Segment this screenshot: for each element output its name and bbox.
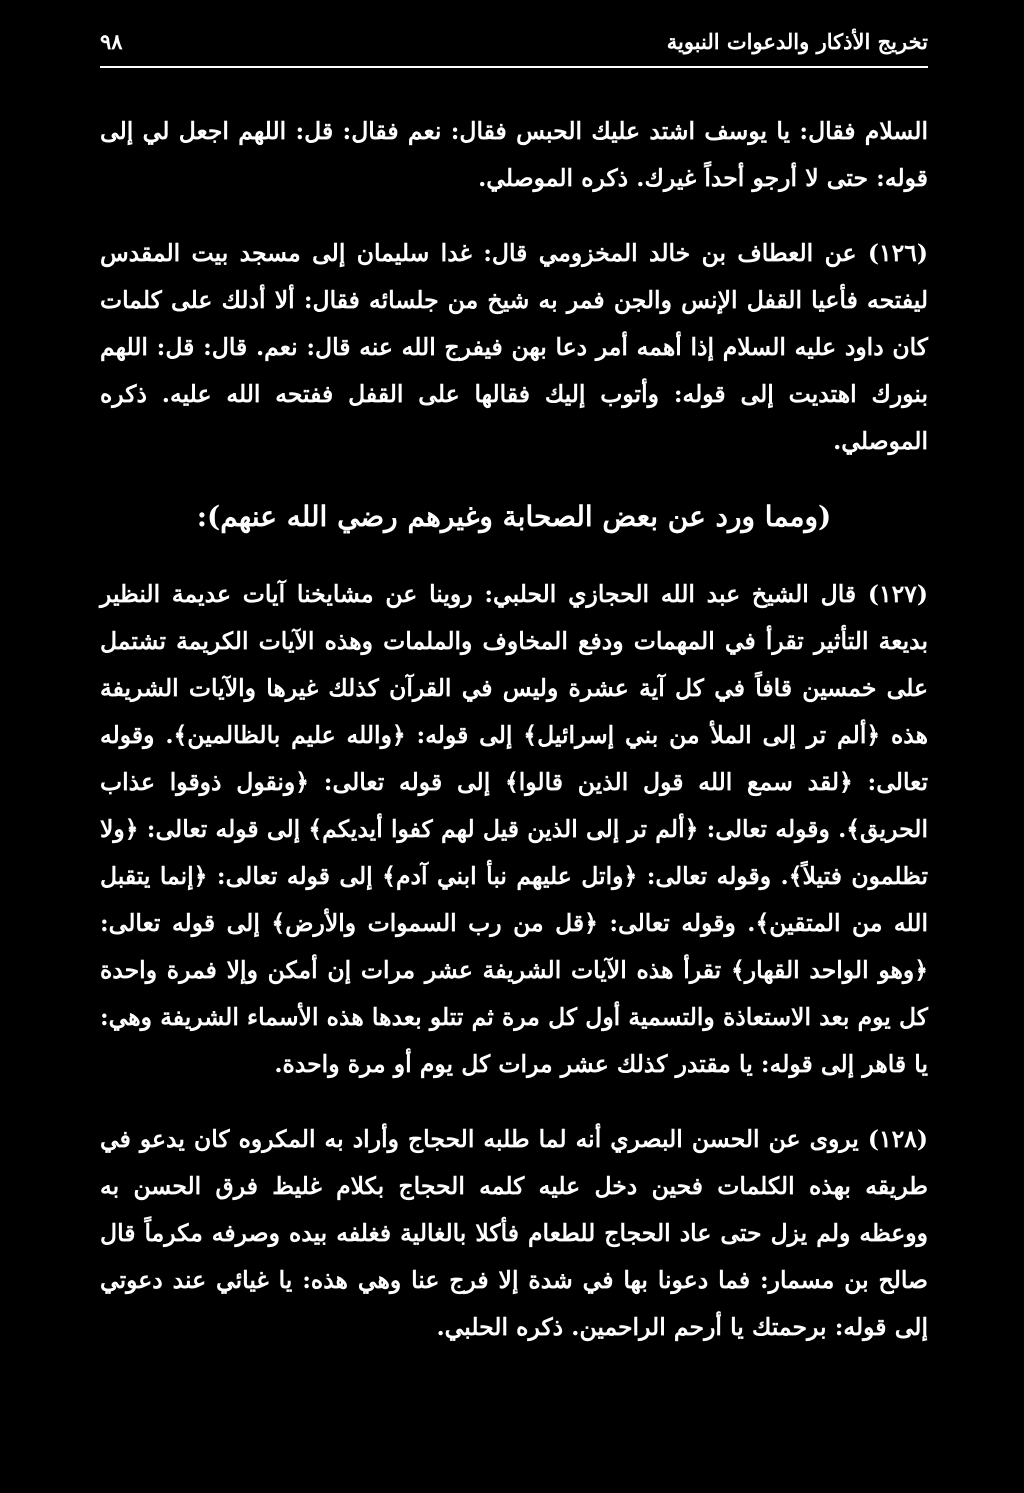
- running-title: تخريج الأذكار والدعوات النبوية: [666, 28, 928, 54]
- paragraph-126: (١٢٦) عن العطاف بن خالد المخزومي قال: غدا سليمان إلى مسجد بيت المقدس ليفتحه فأعيا القفل الإنس والجن فمر به شيخ من جلسائه فقال: ألا أدلك على كلمات كان داود عليه السلام إذا أهمه أمر دعا بهن فيفرج الله عنه قال: نعم. قال: قل: اللهم بنورك اهتديت إلى قوله: وأتوب إليك فقالها على القفل ففتحه الله عليه. ذكره الموصلي.: [100, 239, 928, 455]
- page-header: [100, 22, 928, 60]
- header-divider: [100, 66, 928, 68]
- paragraph-128: (١٢٨) يروى عن الحسن البصري أنه لما طلبه الحجاج وأراد به المكروه كان يدعو في طريقه بهذه الكلمات فحين دخل عليه كلمه الحجاج بكلام غليظ فرق الحسن به ووعظه ولم يزل حتى عاد الحجاج للطعام فأكلا بالغالية فغلفه بيده وصرفه مكرماً قال صالح بن مسمار: فما دعونا بها في شدة إلا فرج عنا وهي هذه: يا غيائي عند دعوتي إلى قوله: برحمتك يا أرحم الراحمين. ذكره الحلبي.: [100, 1125, 928, 1341]
- paragraph-continuation: السلام فقال: يا يوسف اشتد عليك الحبس فقال: نعم فقال: قل: اللهم اجعل لي إلى قوله: حتى لا أرجو أحداً غيرك. ذكره الموصلي.: [100, 117, 928, 192]
- section-heading: (ومما ورد عن بعض الصحابة وغيرهم رضي الله عنهم):: [196, 500, 832, 533]
- page-number: ٩٨: [100, 28, 123, 54]
- paragraph-127: (١٢٧) قال الشيخ عبد الله الحجازي الحلبي: روينا عن مشايخنا آيات عديمة النظير بديعة التأثير تقرأ في المهمات ودفع المخاوف والملمات وهذه الآيات الكريمة تشتمل على خمسين قافاً في كل آية عشرة وليس في القرآن كذلك غيرها والآيات الشريفة هذه ﴿ألم تر إلى الملأ من بني إسرائيل﴾ إلى قوله: ﴿والله عليم بالظالمين﴾. وقوله تعالى: ﴿لقد سمع الله قول الذين قالوا﴾ إلى قوله تعالى: ﴿ونقول ذوقوا عذاب الحريق﴾. وقوله تعالى: ﴿ألم تر إلى الذين قيل لهم كفوا أيديكم﴾ إلى قوله تعالى: ﴿ولا تظلمون فتيلاً﴾. وقوله تعالى: ﴿واتل عليهم نبأ ابني آدم﴾ إلى قوله تعالى: ﴿إنما يتقبل الله من المتقين﴾. وقوله تعالى: ﴿قل من رب السموات والأرض﴾ إلى قوله تعالى: ﴿وهو الواحد القهار﴾ تقرأ هذه الآيات الشريفة عشر مرات إن أمكن وإلا فمرة واحدة كل يوم بعد الاستعاذة والتسمية أول كل مرة ثم تتلو بعدها هذه الأسماء الشريفة وهي: يا قاهر إلى قوله: يا مقتدر كذلك عشر مرات كل يوم أو مرة واحدة.: [100, 580, 928, 1078]
